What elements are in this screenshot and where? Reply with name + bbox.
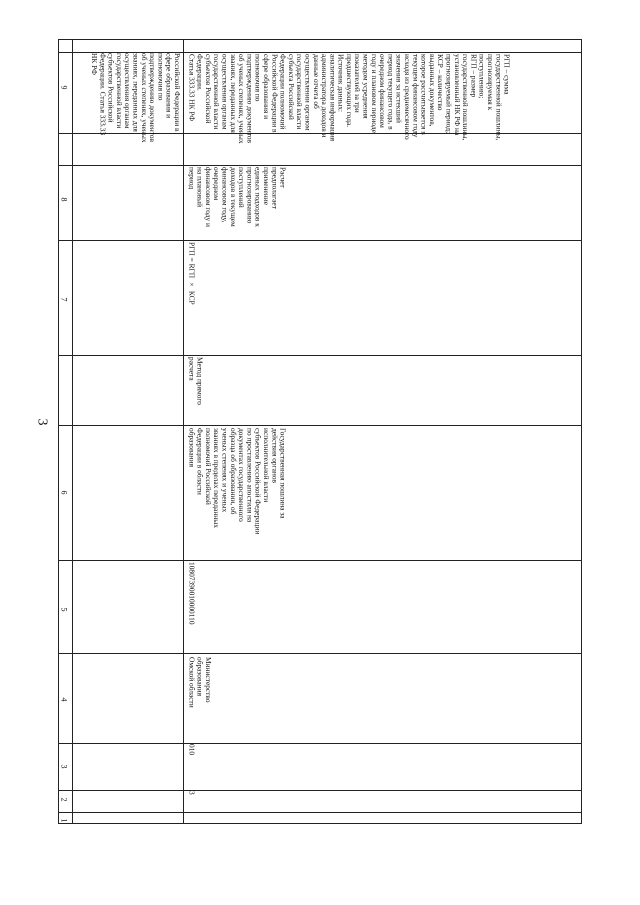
- header-3: 3: [59, 764, 69, 769]
- row-col4-kbk: 10807390010000110: [187, 562, 197, 625]
- row-col1-number: 3: [187, 791, 197, 795]
- row-col5-revenue-name: Государственная пошлина за действия органов исполнительной власти субъектов Российской Федерации по проставлению апостиля на документах государственного образца об образовании, об ученых степенях и ученых званиях в пределах переданных полномочий Российской Федерации в области образования: [187, 428, 288, 535]
- row-col3-administrator: Министерство образования Омской области: [187, 657, 213, 708]
- row-col9-notes: РГП – сумма государственной пошлины, прогнозируемая к поступлению; RГП – размер государственной пошлины, установленный НК РФ на прогнозируемый период; КСР – количество выданных документов, которое рассчитывается в текущем финансовом году исходя из среднемесячного значения за истекший период текущего года, в очередном финансовом году и плановом периоде методом усреднения показателей за три предшествующих года. Источник данных: аналитическая информация администратора доходов и данные отчета об осуществлении органом государственной власти субъекта Российской Федерации полномочий Российской Федерации в сфере образования и полномочия по подтверждению документов об ученых степенях, ученых званиях, переданных для осуществления органам государственной власти субъектов Российской Федерации. Статья 333.33 НК РФ: [187, 54, 512, 144]
- row-col2-code: 010: [187, 744, 197, 756]
- revenue-methodology-table: [58, 39, 582, 824]
- header-1: 1: [59, 818, 69, 823]
- row-col7-formula: РГП = RГП × КСР: [187, 242, 197, 305]
- row-col8-description: Расчет предполагает применение единых подходов к прогнозированию поступлений доходов в текущем финансовом году, очередном финансовом году и на плановый период: [187, 167, 288, 228]
- row-col6-method: Метод прямого расчета: [187, 357, 205, 405]
- prev-row-col9: Российской Федерации в сфере образования и полномочия по подтверждению документов об ученых степенях, ученых званиях, переданных для осуществления органам государственной власти субъектов Российской Федерации. Статья 333.33 НК РФ: [90, 53, 182, 143]
- header-5: 5: [59, 607, 69, 612]
- header-9: 9: [59, 85, 69, 90]
- header-2: 2: [59, 797, 69, 802]
- header-6: 6: [59, 490, 69, 495]
- header-7: 7: [59, 297, 69, 302]
- page-number: 3: [34, 418, 50, 426]
- header-4: 4: [59, 697, 69, 702]
- header-8: 8: [59, 197, 69, 202]
